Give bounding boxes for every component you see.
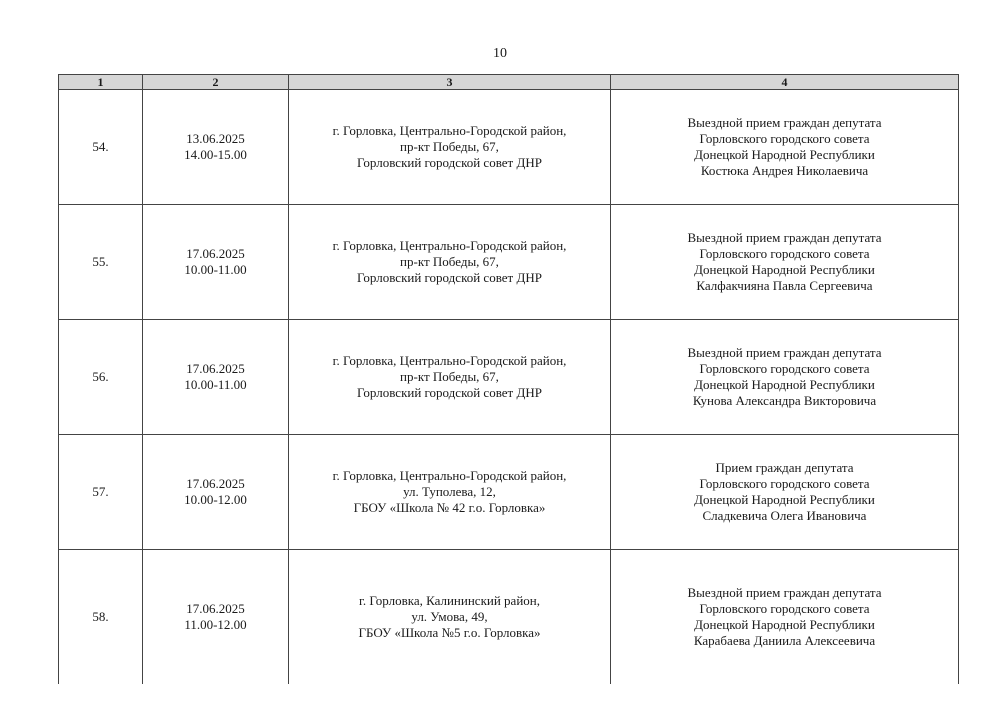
row-number: 55. (92, 254, 109, 269)
row-number-cell (59, 320, 143, 435)
event-cell (611, 435, 959, 550)
row-number-cell (59, 205, 143, 320)
event-line: Выездной прием граждан депутата (687, 230, 882, 245)
column-header-place: 3 (289, 75, 611, 90)
place-line: ул. Умова, 49, (411, 609, 488, 624)
place-cell (289, 205, 611, 320)
event-cell (611, 90, 959, 205)
place-line: ГБОУ «Школа № 42 г.о. Горловка» (353, 500, 546, 515)
row-date: 17.06.2025 (186, 601, 245, 616)
place-line: Горловский городской совет ДНР (357, 385, 542, 400)
event-line: Выездной прием граждан депутата (687, 115, 882, 130)
row-number-cell (59, 435, 143, 550)
event-line: Сладкевича Олега Ивановича (702, 508, 867, 523)
row-number: 57. (92, 484, 109, 499)
event-line: Горловского городского совета (699, 601, 870, 616)
row-date: 17.06.2025 (186, 476, 245, 491)
table-row (59, 205, 959, 320)
event-line: Костюка Андрея Николаевича (700, 163, 869, 178)
event-line: Кунова Александра Викторовича (692, 393, 877, 408)
place-cell (289, 320, 611, 435)
row-number: 58. (92, 609, 109, 624)
event-line: Донецкой Народной Республики (694, 492, 875, 507)
table-row (59, 435, 959, 550)
event-line: Донецкой Народной Республики (694, 377, 875, 392)
column-header-number: 1 (59, 75, 143, 90)
row-time: 10.00-12.00 (184, 492, 247, 507)
column-header-date: 2 (143, 75, 289, 90)
event-line: Калфакчияна Павла Сергеевича (696, 278, 873, 293)
table-row (59, 320, 959, 435)
table-row (59, 550, 959, 685)
event-cell (611, 550, 959, 685)
row-time: 11.00-12.00 (184, 617, 247, 632)
event-line: Карабаева Даниила Алексеевича (693, 633, 876, 648)
column-header-event: 4 (611, 75, 959, 90)
place-line: пр-кт Победы, 67, (400, 254, 499, 269)
row-date: 17.06.2025 (186, 246, 245, 261)
row-date: 17.06.2025 (186, 361, 245, 376)
event-line: Донецкой Народной Республики (694, 617, 875, 632)
event-line: Горловского городского совета (699, 246, 870, 261)
place-line: Горловский городской совет ДНР (357, 270, 542, 285)
table-header-row (59, 75, 959, 90)
place-cell (289, 90, 611, 205)
date-time-cell (143, 205, 289, 320)
event-line: Горловского городского совета (699, 476, 870, 491)
place-cell (289, 550, 611, 685)
date-time-cell (143, 90, 289, 205)
event-line: Прием граждан депутата (715, 460, 854, 475)
place-line: г. Горловка, Центрально-Городской район, (332, 123, 567, 138)
date-time-cell (143, 550, 289, 685)
row-time: 10.00-11.00 (184, 262, 247, 277)
place-line: ул. Туполева, 12, (403, 484, 496, 499)
place-line: Горловский городской совет ДНР (357, 155, 542, 170)
event-line: Выездной прием граждан депутата (687, 345, 882, 360)
event-cell (611, 320, 959, 435)
event-line: Выездной прием граждан депутата (687, 585, 882, 600)
place-line: г. Горловка, Центрально-Городской район, (332, 238, 567, 253)
row-date: 13.06.2025 (186, 131, 245, 146)
row-number: 56. (92, 369, 109, 384)
table-row (59, 90, 959, 205)
date-time-cell (143, 435, 289, 550)
row-number: 54. (92, 139, 109, 154)
place-line: г. Горловка, Центрально-Городской район, (332, 468, 567, 483)
date-time-cell (143, 320, 289, 435)
page-number: 10 (493, 46, 507, 61)
row-time: 14.00-15.00 (184, 147, 247, 162)
place-cell (289, 435, 611, 550)
place-line: ГБОУ «Школа №5 г.о. Горловка» (358, 625, 541, 640)
row-time: 10.00-11.00 (184, 377, 247, 392)
row-number-cell (59, 90, 143, 205)
place-line: пр-кт Победы, 67, (400, 139, 499, 154)
place-line: г. Горловка, Центрально-Городской район, (332, 353, 567, 368)
event-line: Горловского городского совета (699, 131, 870, 146)
place-line: г. Горловка, Калининский район, (359, 593, 540, 608)
row-number-cell (59, 550, 143, 685)
event-line: Горловского городского совета (699, 361, 870, 376)
event-cell (611, 205, 959, 320)
schedule-table (58, 74, 959, 684)
event-line: Донецкой Народной Республики (694, 262, 875, 277)
event-line: Донецкой Народной Республики (694, 147, 875, 162)
place-line: пр-кт Победы, 67, (400, 369, 499, 384)
